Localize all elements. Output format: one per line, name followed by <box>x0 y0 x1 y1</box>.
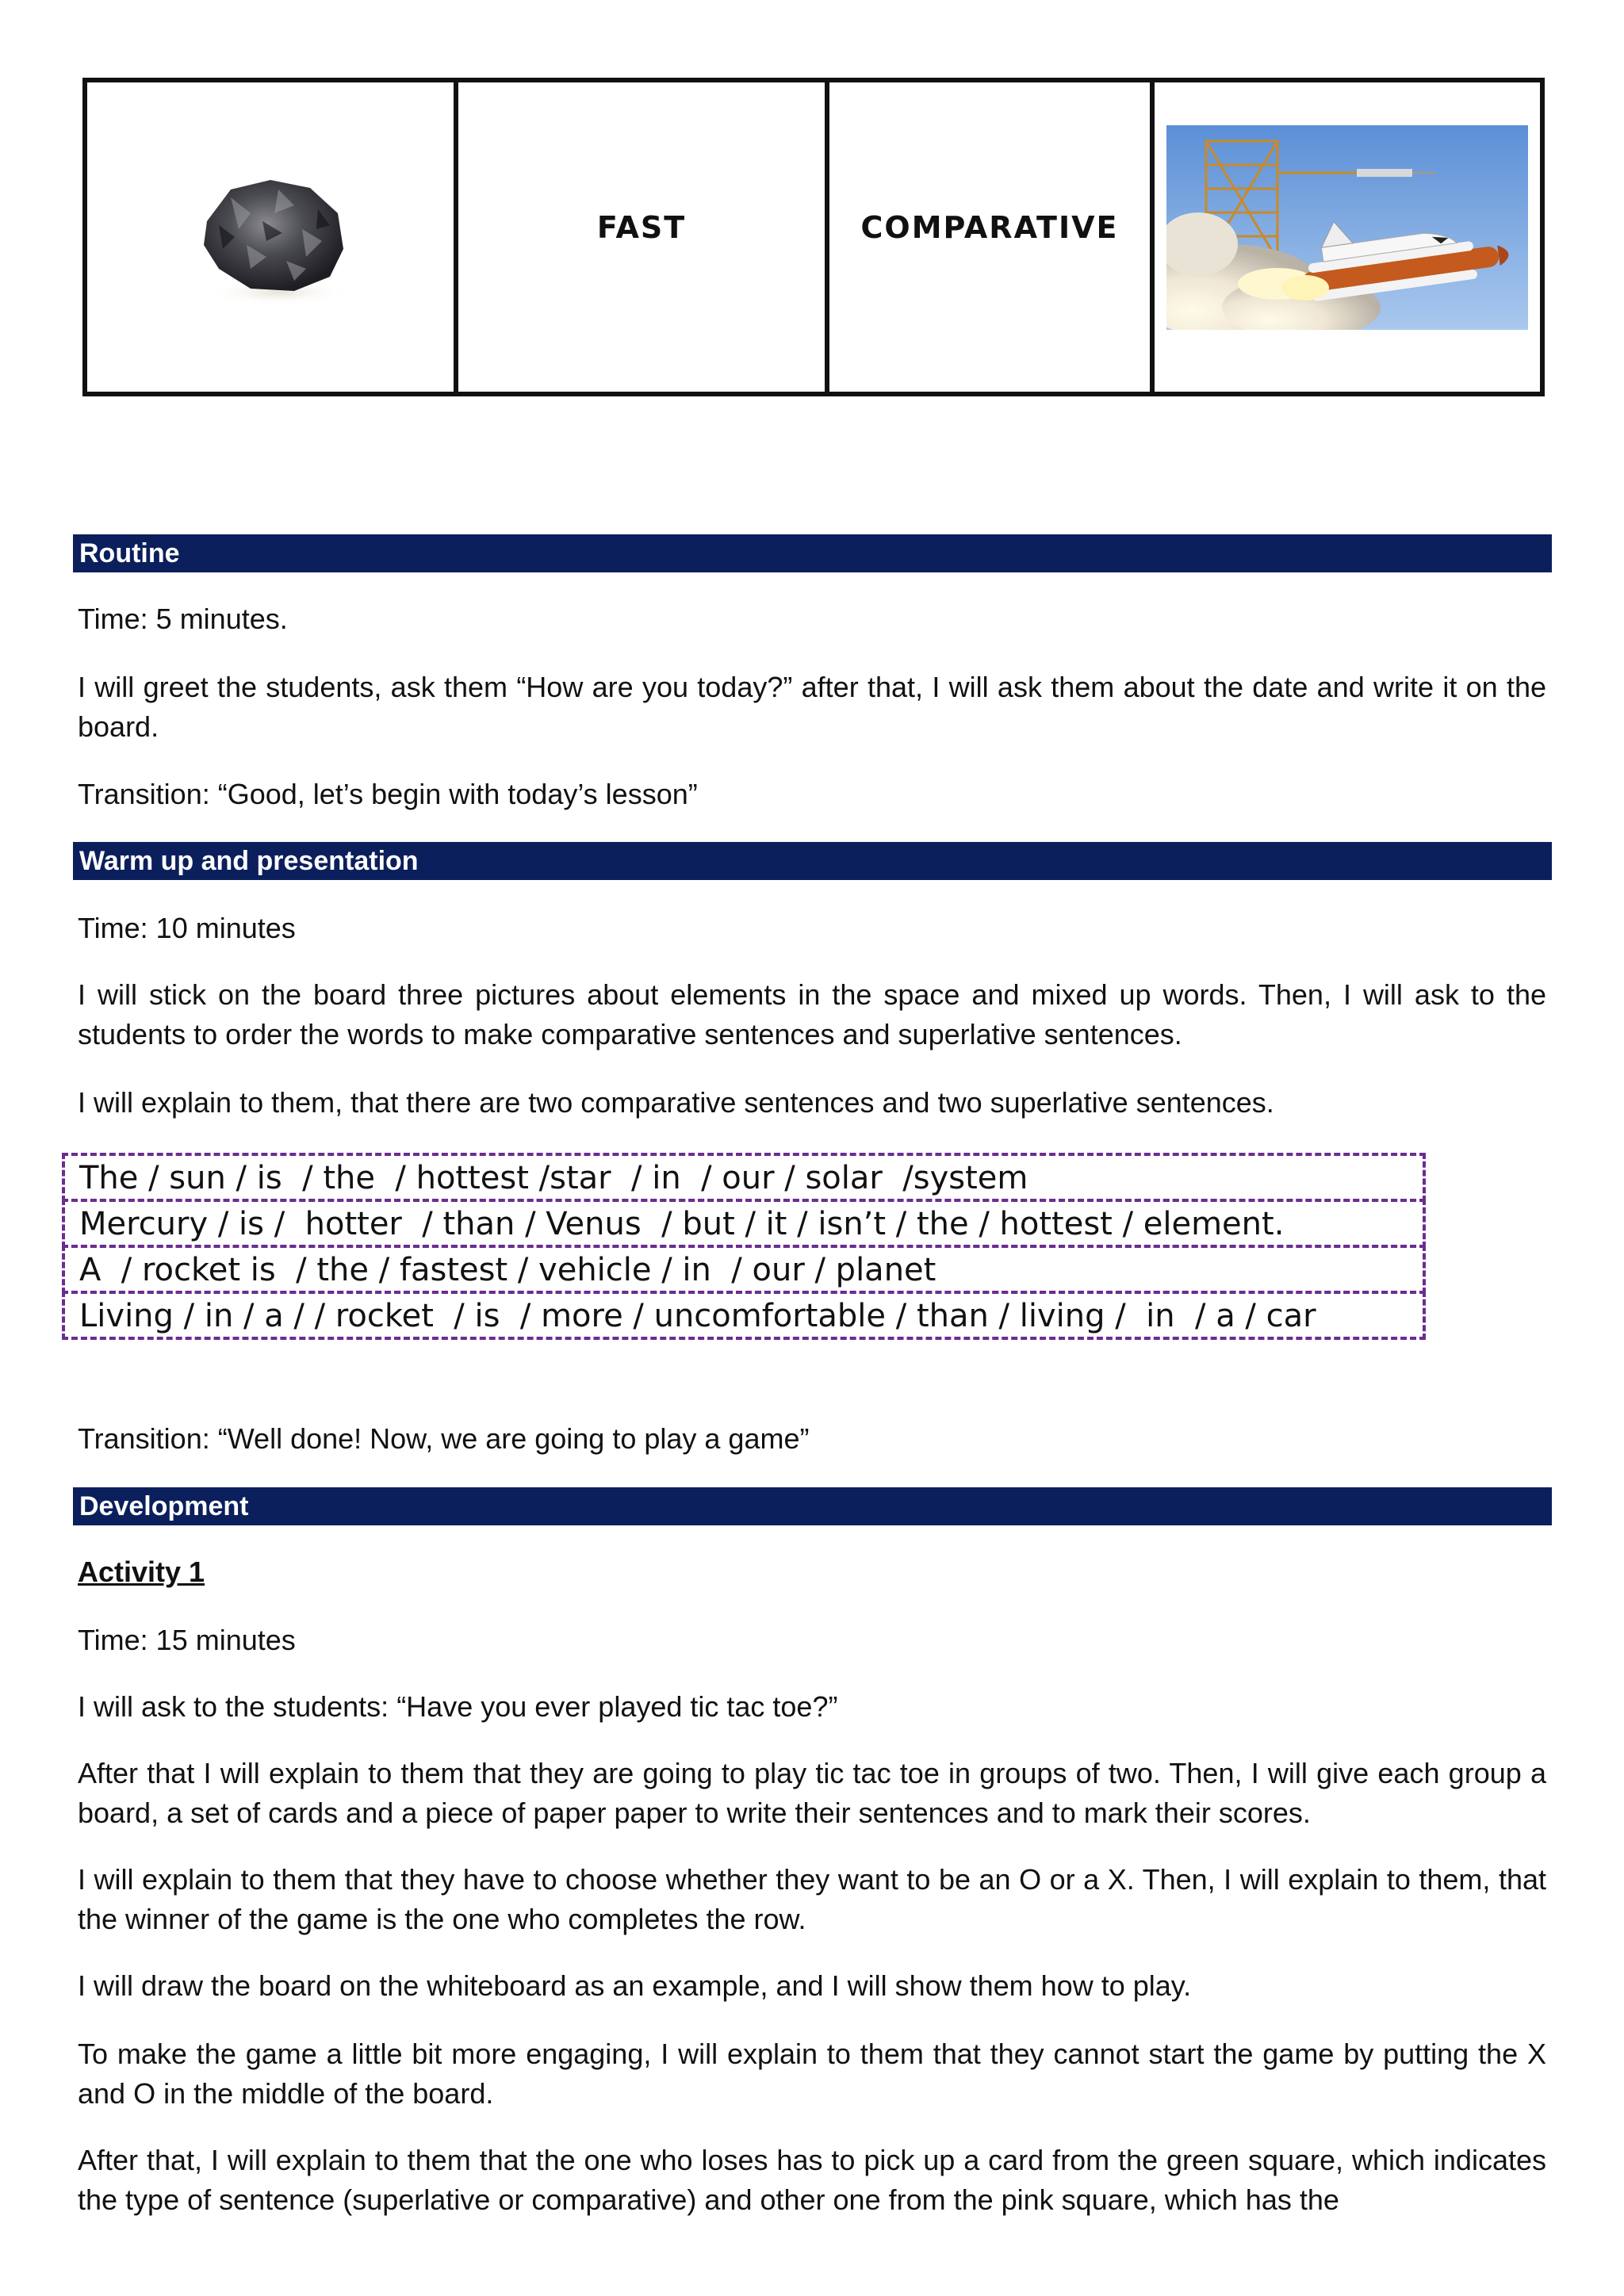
section-header-development: Development <box>73 1487 1552 1525</box>
warmup-paragraph-1: I will stick on the board three pictures about elements in the space and mixed up words. Then, I will ask to the students to order the words to make comparative sentences and superlative sentences. <box>78 978 1546 1050</box>
development-paragraph-1: I will ask to the students: “Have you ever played tic tac toe?” <box>78 1690 838 1723</box>
mixed-up-sentences-box <box>62 1153 1426 1340</box>
card-word-comparative: COMPARATIVE <box>860 210 1119 245</box>
meteorite-rock-image <box>175 166 366 308</box>
mixed-sentence: The / sun / is / the / hottest /star / in / our / solar /system <box>62 1153 1426 1202</box>
activity-1-time: Time: 15 minutes <box>78 1624 296 1656</box>
activity-1-title: Activity 1 <box>78 1556 205 1588</box>
warmup-transition: Transition: “Well done! Now, we are going to play a game” <box>78 1422 810 1455</box>
mixed-sentence: Mercury / is / hotter / than / Venus / but / it / isn’t / the / hottest / element. <box>62 1199 1426 1248</box>
card-comparative <box>829 82 1155 392</box>
card-word-fast: FAST <box>596 210 687 245</box>
development-paragraph-5: To make the game a little bit more engaging, I will explain to them that they cannot start the game by putting the X and O in the middle of the board. <box>78 2038 1546 2110</box>
mixed-sentence: A / rocket is / the / fastest / vehicle / in / our / planet <box>62 1245 1426 1294</box>
warmup-time: Time: 10 minutes <box>78 912 296 944</box>
routine-paragraph: I will greet the students, ask them “How are you today?” after that, I will ask them about the date and write it on the board. <box>78 671 1546 743</box>
mixed-sentence: Living / in / a / / rocket / is / more / uncomfortable / than / living / in / a / car <box>62 1291 1426 1340</box>
section-header-warmup: Warm up and presentation <box>73 842 1552 880</box>
warmup-paragraph-2: I will explain to them, that there are two comparative sentences and two superlative sentences. <box>78 1086 1274 1119</box>
card-rocket <box>1155 82 1540 392</box>
development-paragraph-6: After that, I will explain to them that the one who loses has to pick up a card from the green square, which indicates the type of sentence (superlative or comparative) and other one from the pink square, which has the <box>78 2144 1546 2216</box>
routine-time: Time: 5 minutes. <box>78 603 288 635</box>
routine-transition: Transition: “Good, let’s begin with today’s lesson” <box>78 778 698 810</box>
card-strip <box>82 78 1545 396</box>
development-paragraph-4: I will draw the board on the whiteboard as an example, and I will show them how to play. <box>78 1969 1192 2002</box>
section-header-routine: Routine <box>73 534 1552 572</box>
space-shuttle-launch-image <box>1166 125 1528 330</box>
development-paragraph-3: I will explain to them that they have to choose whether they want to be an O or a X. Then, I will explain to them, that the winner of the game is the one who completes the row. <box>78 1863 1546 1935</box>
development-paragraph-2: After that I will explain to them that they are going to play tic tac toe in groups of two. Then, I will give each group a board, a set of cards and a piece of paper paper to write their sentences and to mark their scores. <box>78 1757 1546 1829</box>
card-rock <box>87 82 458 392</box>
card-fast <box>458 82 829 392</box>
